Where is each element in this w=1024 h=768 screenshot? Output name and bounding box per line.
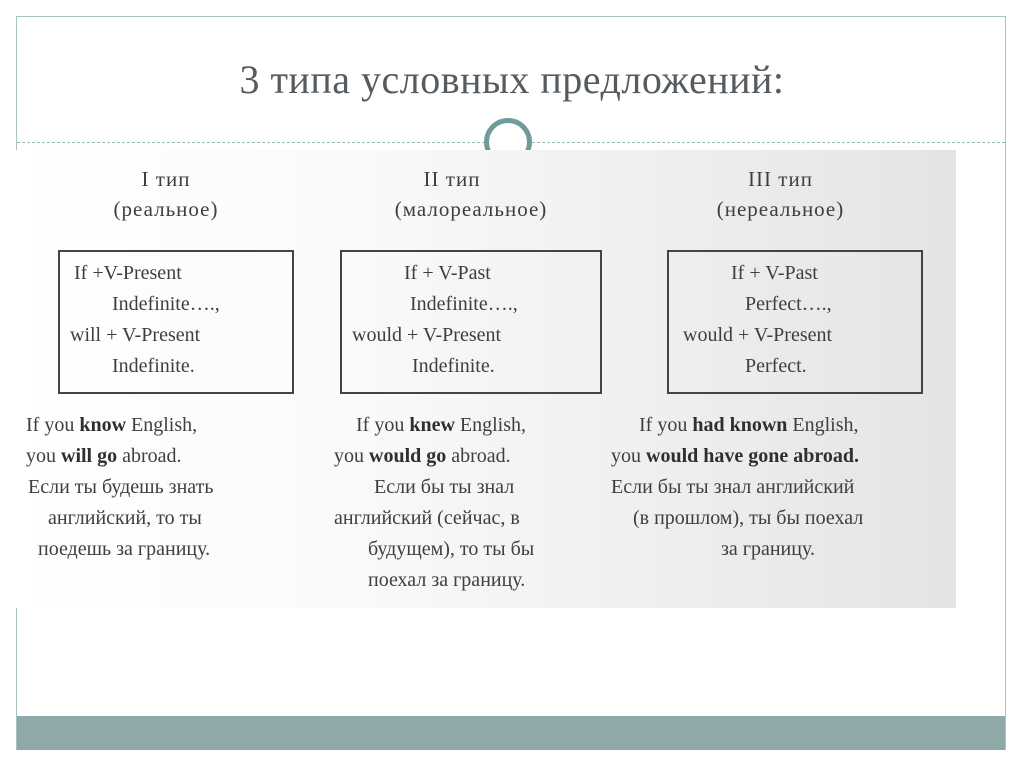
type-2-example-line-1: If you knew English, — [356, 414, 527, 436]
type-3-translation-line: Если бы ты знал английский — [611, 476, 855, 498]
type-2-subheading: (малореальное) — [394, 197, 548, 221]
type-3-rule-line: If + V-Past — [731, 262, 818, 284]
type-1-translation-line: английский, то ты — [48, 507, 202, 529]
type-3-rule-line: Perfect…., — [745, 293, 832, 315]
type-1-rule-line: If +V-Present — [74, 262, 182, 284]
type-3-example-line-1: If you had known English, — [639, 414, 859, 436]
type-3-translation-line: (в прошлом), ты бы поехал — [633, 507, 864, 529]
type-3-result-verb: would have gone abroad. — [646, 445, 860, 467]
slide-title: 3 типа условных предложений: — [239, 57, 785, 102]
type-3-translation-line: за границу. — [721, 538, 815, 560]
type-1-heading: I тип — [141, 167, 191, 191]
type-2-rule-box — [340, 250, 602, 394]
type-3-rule-box — [667, 250, 923, 394]
type-1-condition-verb: know — [79, 414, 127, 436]
type-2-translation-line: английский (сейчас, в — [334, 507, 520, 529]
type-3-heading: III тип — [748, 167, 813, 191]
type-3-rule-line: Perfect. — [745, 355, 807, 377]
type-3-condition-verb: had known — [692, 414, 788, 436]
type-2-rule-line: If + V-Past — [404, 262, 491, 284]
type-2-rule-line: Indefinite. — [412, 355, 495, 377]
conditional-types-table-image — [16, 150, 956, 608]
footer-bar — [17, 716, 1005, 750]
type-1-example-line-1: If you know English, — [26, 414, 198, 436]
type-1-rule-line: Indefinite. — [112, 355, 195, 377]
type-2-example-line-2: you would go abroad. — [334, 445, 511, 467]
type-2-translation-line: Если бы ты знал — [374, 476, 515, 498]
type-2-heading: II тип — [423, 167, 481, 191]
type-2-example — [334, 410, 534, 596]
type-1-example-line-2: you will go abroad. — [26, 445, 182, 467]
type-1-rule-box — [58, 250, 294, 394]
type-1-translation-line: Если ты будешь знать — [28, 476, 214, 498]
type-1-example — [26, 410, 214, 565]
type-2-translation-line: будущем), то ты бы — [368, 538, 535, 560]
type-2-rule-line: Indefinite…., — [410, 293, 518, 315]
type-3-subheading: (нереальное) — [716, 197, 845, 221]
type-1-rule-line: will + V-Present — [70, 324, 201, 346]
type-1-subheading: (реальное) — [113, 197, 219, 221]
type-3-example-line-2: you would have gone abroad. — [611, 445, 860, 467]
type-3-example — [611, 410, 863, 565]
type-3-rule-line: would + V-Present — [683, 324, 833, 346]
type-2-result-verb: would go — [369, 445, 447, 467]
type-2-translation-line: поехал за границу. — [368, 569, 526, 591]
type-2-rule-line: would + V-Present — [352, 324, 502, 346]
type-1-rule-line: Indefinite…., — [112, 293, 220, 315]
type-2-condition-verb: knew — [409, 414, 455, 436]
type-1-translation-line: поедешь за границу. — [38, 538, 211, 560]
type-1-result-verb: will go — [61, 445, 118, 467]
